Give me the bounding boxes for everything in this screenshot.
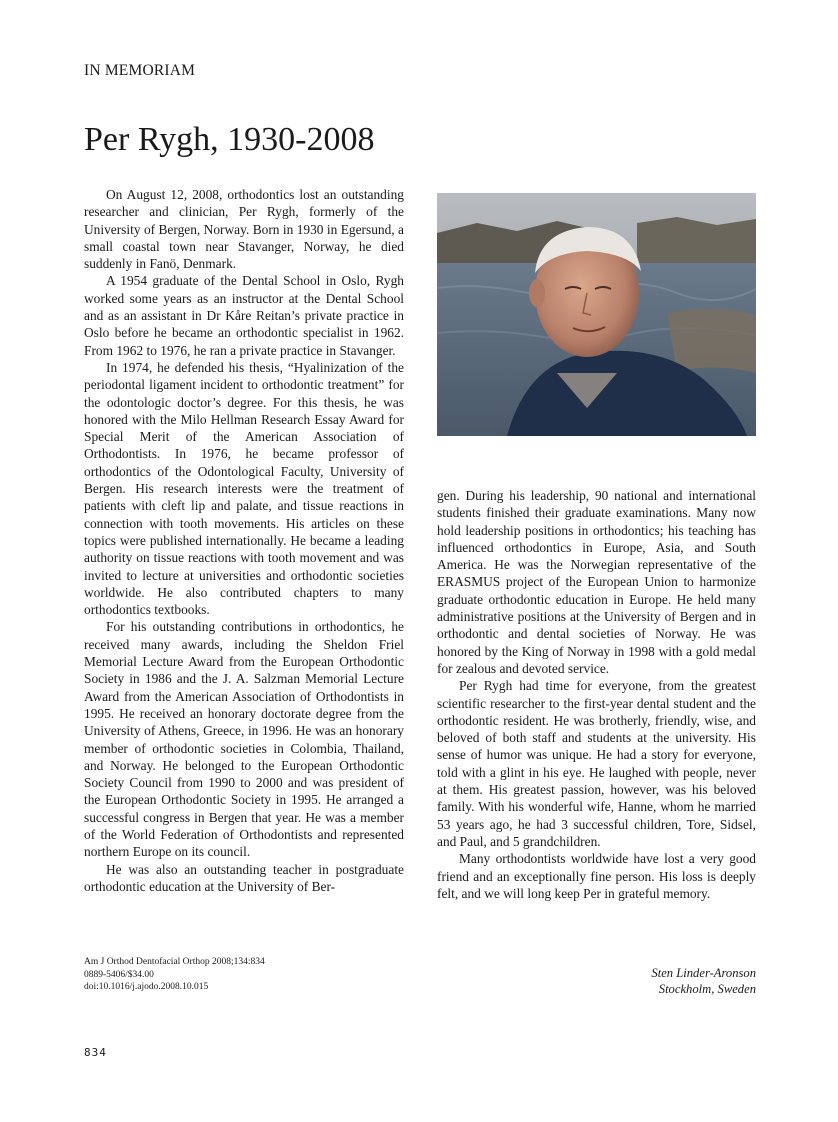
author-location: Stockholm, Sweden — [658, 982, 756, 997]
portrait-photo — [437, 193, 756, 436]
author-name: Sten Linder-Aronson — [651, 966, 756, 980]
paragraph: gen. During his leadership, 90 national and international students finished their graduate examinations. Many now hold leadership positions in orthodontics; his teaching has influenced orthodontics in Europe, Asia, and South America. He was the Norwegian representative of the ERASMUS project of the European Union to harmonize graduate orthodontic education in Europe. He held many administrative positions at the University of Bergen and in orthodontic and dental societies of Norway. He was honored by the King of Norway in 1998 with a gold medal for zealous and devoted service. — [437, 488, 756, 676]
portrait-photo-icon — [437, 193, 756, 436]
right-column — [437, 487, 756, 902]
section-label: IN MEMORIAM — [84, 62, 196, 79]
signature-block — [651, 965, 756, 998]
page-number: 834 — [84, 1046, 107, 1059]
paragraph: He was also an outstanding teacher in postgraduate orthodontic education at the University of Ber- — [84, 861, 404, 894]
paragraph: On August 12, 2008, orthodontics lost an outstanding researcher and clinician, Per Rygh, formerly of the University of Bergen, Norway. Born in 1930 in Egersund, a small coastal town near Stavanger, Norway, he died suddenly in Fanö, Denmark. — [84, 187, 404, 272]
citation-block — [84, 956, 265, 994]
journal-reference: Am J Orthod Dentofacial Orthop 2008;134:834 — [84, 957, 265, 967]
doi: doi:10.1016/j.ajodo.2008.10.015 — [84, 982, 209, 993]
paragraph: Many orthodontists worldwide have lost a very good friend and an exceptionally fine person. His loss is deeply felt, and we will long keep Per in grateful memory. — [437, 851, 756, 901]
left-column — [84, 186, 404, 895]
paragraph: Per Rygh had time for everyone, from the greatest scientific researcher to the first-year dental student and the orthodontic resident. He was brotherly, friendly, wise, and beloved of both staff and students at the university. His sense of humor was unique. He had a story for everyone, told with a glint in his eye. He laughed with people, never at them. His greatest passion, however, was his beloved family. With his wonderful wife, Hanne, whom he married 53 years ago, he had 3 successful children, Tore, Sidsel, and Paul, and 5 grandchildren. — [437, 678, 756, 849]
paragraph: For his outstanding contributions in orthodontics, he received many awards, including the Sheldon Friel Memorial Lecture Award from the European Orthodontic Society in 1986 and the J. A. Salzman Memorial Lecture Award from the American Association of Orthodontists in 1995. He received an honorary doctorate degree from the University of Athens, Greece, in 1996. He was an honorary member of orthodontic societies in Colombia, Thailand, and Norway. He belonged to the European Orthodontic Society Council from 1990 to 2000 and was president of the European Orthodontic Society in 1995. He arranged a successful congress in Bergen that year. He was a member of the World Federation of Orthodontists and represented northern Europe on its council. — [84, 619, 404, 860]
article-title: Per Rygh, 1930-2008 — [84, 121, 375, 158]
issn: 0889-5406/$34.00 — [84, 969, 154, 980]
paragraph: A 1954 graduate of the Dental School in Oslo, Rygh worked some years as an instructor at the Dental School and as an assistant in Dr Kåre Reitan’s private practice in Oslo before he became an orthodontic specialist in 1962. From 1962 to 1976, he ran a private practice in Stavanger. — [84, 273, 404, 358]
paragraph: In 1974, he defended his thesis, “Hyalinization of the periodontal ligament incident to orthodontic treatment” for the odontologic doctor’s degree. For this thesis, he was honored with the Milo Hellman Research Essay Award for Special Merit of the American Association of Orthodontists. In 1976, he became professor of orthodontics of the Odontological Faculty, University of Bergen. His research interests were the treatment of patients with cleft lip and palate, and tissue reactions in connection with tooth movements. His articles on these topics were published internationally. He became a leading authority on tissue reactions with tooth movement and was invited to lecture at universities and orthodontic societies worldwide. He also contributed chapters to many orthodontics textbooks. — [84, 359, 404, 618]
